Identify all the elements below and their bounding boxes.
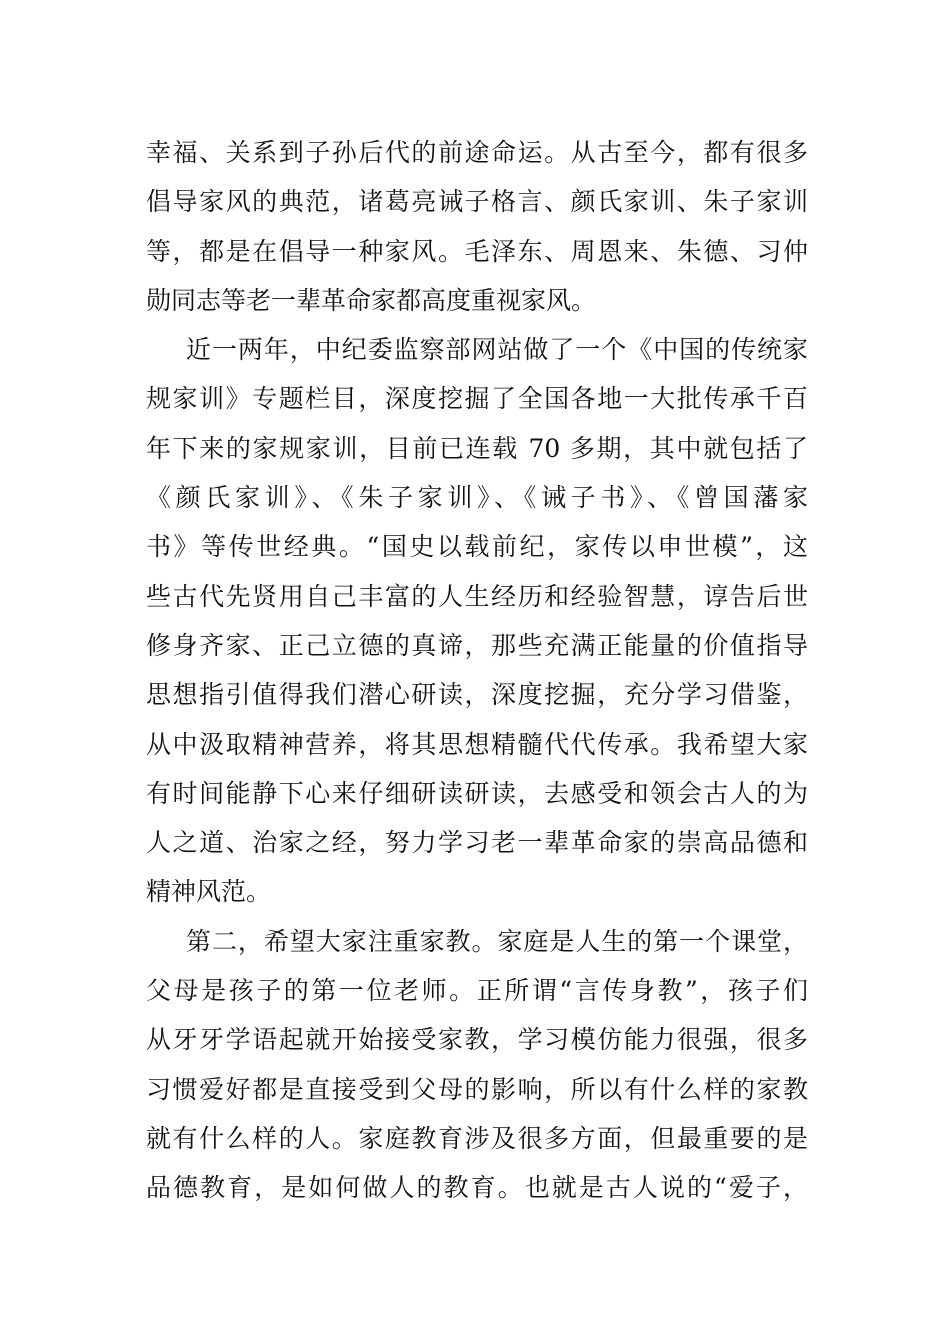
text-line: 习惯爱好都是直接受到父母的影响，所以有什么样的家教	[146, 1074, 808, 1104]
body-text	[146, 128, 808, 1213]
text-line: 倡导家风的典范，诸葛亮诫子格言、颜氏家训、朱子家训	[146, 187, 808, 217]
text-line: 幸福、关系到子孙后代的前途命运。从古至今，都有很多	[146, 138, 808, 167]
text-line: 些古代先贤用自己丰富的人生经历和经验智慧，谆告后世	[146, 581, 808, 611]
text-line: 等，都是在倡导一种家风。毛泽东、周恩来、朱德、习仲	[146, 236, 808, 266]
text-line: 从牙牙学语起就开始接受家教，学习模仿能力很强，很多	[146, 1025, 808, 1055]
text-line: 就有什么样的人。家庭教育涉及很多方面，但最重要的是	[146, 1123, 808, 1153]
text-line: 勋同志等老一辈革命家都高度重视家风。	[146, 285, 597, 315]
text-line: 人之道、治家之经，努力学习老一辈革命家的崇高品德和	[146, 828, 808, 858]
text-line: 年下来的家规家训，目前已连载 70 多期，其中就包括了	[146, 433, 808, 463]
text-line: 有时间能静下心来仔细研读研读，去感受和领会古人的为	[146, 778, 808, 808]
text-line: 近一两年，中纪委监察部网站做了一个《中国的传统家	[186, 335, 808, 365]
text-line: 父母是孩子的第一位老师。正所谓“言传身教”，孩子们	[146, 976, 808, 1006]
text-line: 思想指引值得我们潜心研读，深度挖掘，充分学习借鉴，	[146, 680, 808, 710]
text-line: 精神风范。	[146, 877, 272, 907]
text-line: 第二，希望大家注重家教。家庭是人生的第一个课堂，	[186, 926, 808, 956]
text-line: 修身齐家、正己立德的真谛，那些充满正能量的价值指导	[146, 630, 808, 660]
text-line: 从中汲取精神营养，将其思想精髓代代传承。我希望大家	[146, 729, 808, 759]
text-line: 规家训》专题栏目，深度挖掘了全国各地一大批传承千百	[146, 384, 808, 414]
text-line: 书》等传世经典。“国史以载前纪，家传以申世模”，这	[146, 532, 808, 562]
text-line: 品德教育，是如何做人的教育。也就是古人说的“爱子，	[146, 1173, 808, 1203]
text-line: 《颜氏家训》、《朱子家训》、《诫子书》、《曾国藩家	[146, 483, 808, 513]
